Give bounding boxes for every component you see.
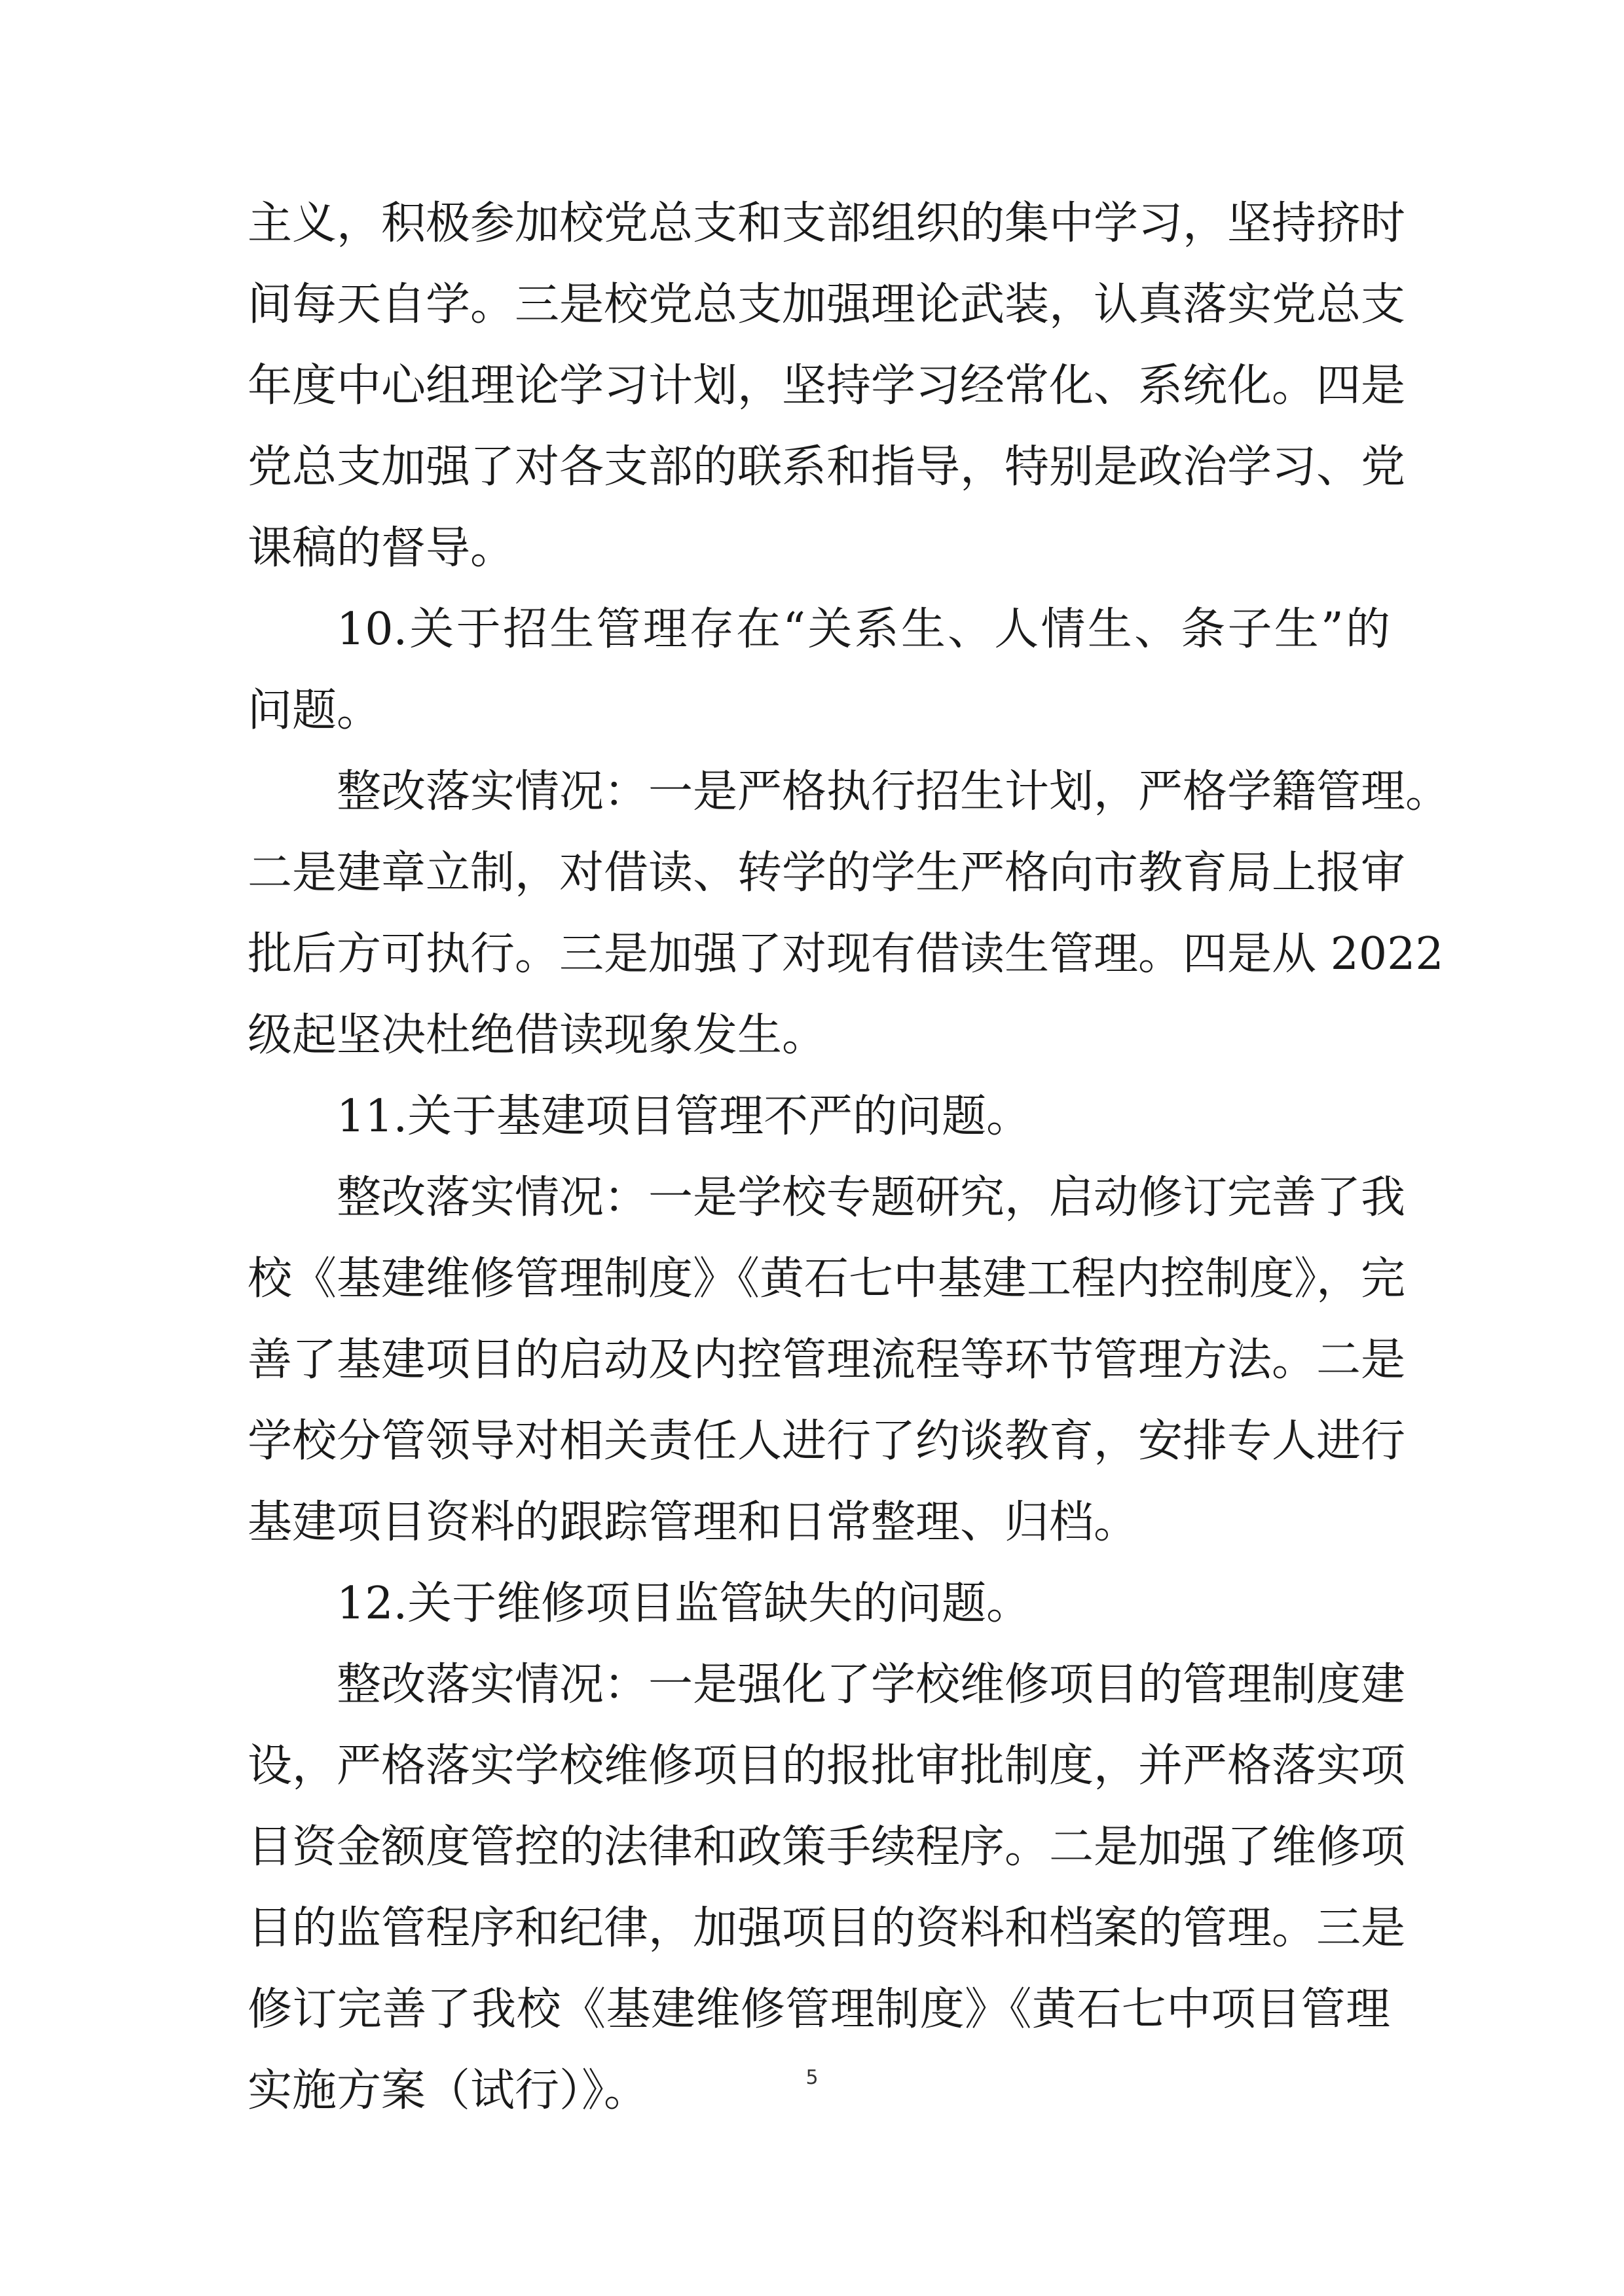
text-line: 基建项目资料的跟踪管理和日常整理、归档。 [248,1497,1139,1548]
page-number: 5 [805,2066,819,2089]
text-line: 实施方案（试行）》。 [248,2065,649,2117]
text-line: 批后方可执行。三是加强了对现有借读生管理。四是从 2022 [248,928,1444,980]
document-body [248,183,1450,2132]
text-line: 间每天自学。三是校党总支加强理论武装，认真落实党总支 [248,279,1406,331]
text-line: 主义，积极参加校党总支和支部组织的集中学习，坚持挤时 [248,198,1406,249]
text-line: 课稿的督导。 [248,522,515,574]
text-line: 11.关于基建项目管理不严的问题。 [337,1091,1031,1142]
text-line: 目的监管程序和纪律，加强项目的资料和档案的管理。三是 [248,1903,1406,1954]
heading-item-11 [248,1076,1390,1157]
text-line: 问题。 [248,685,382,737]
para-rectification-11 [248,1157,1406,1563]
text-line: 整改落实情况：一是严格执行招生计划，严格学籍管理。 [337,766,1450,818]
para-continued-study [248,183,1406,589]
text-line: 年度中心组理论学习计划，坚持学习经常化、系统化。四是 [248,360,1406,412]
text-line: 学校分管领导对相关责任人进行了约谈教育，安排专人进行 [248,1415,1406,1467]
text-line: 修订完善了我校《基建维修管理制度》《黄石七中项目管理 [248,1984,1390,2035]
text-line: 10.关于招生管理存在“关系生、人情生、条子生”的 [337,604,1390,655]
text-line: 12.关于维修项目监管缺失的问题。 [337,1578,1031,1630]
text-line: 二是建章立制，对借读、转学的学生严格向市教育局上报审 [248,847,1406,899]
text-line: 善了基建项目的启动及内控管理流程等环节管理方法。二是 [248,1334,1406,1386]
text-line: 整改落实情况：一是强化了学校维修项目的管理制度建 [337,1659,1406,1711]
text-line: 设，严格落实学校维修项目的报批审批制度，并严格落实项 [248,1740,1406,1792]
heading-item-10 [248,589,1390,752]
text-line: 校《基建维修管理制度》《黄石七中基建工程内控制度》，完 [248,1253,1406,1305]
para-rectification-12 [248,1645,1406,2132]
text-line: 党总支加强了对各支部的联系和指导，特别是政治学习、党 [248,441,1406,493]
text-line: 级起坚决杜绝借读现象发生。 [248,1010,827,1061]
text-line: 目资金额度管控的法律和政策手续程序。二是加强了维修项 [248,1821,1406,1873]
heading-item-12 [248,1563,1390,1645]
para-rectification-10 [248,752,1450,1076]
text-line: 整改落实情况：一是学校专题研究，启动修订完善了我 [337,1172,1406,1224]
